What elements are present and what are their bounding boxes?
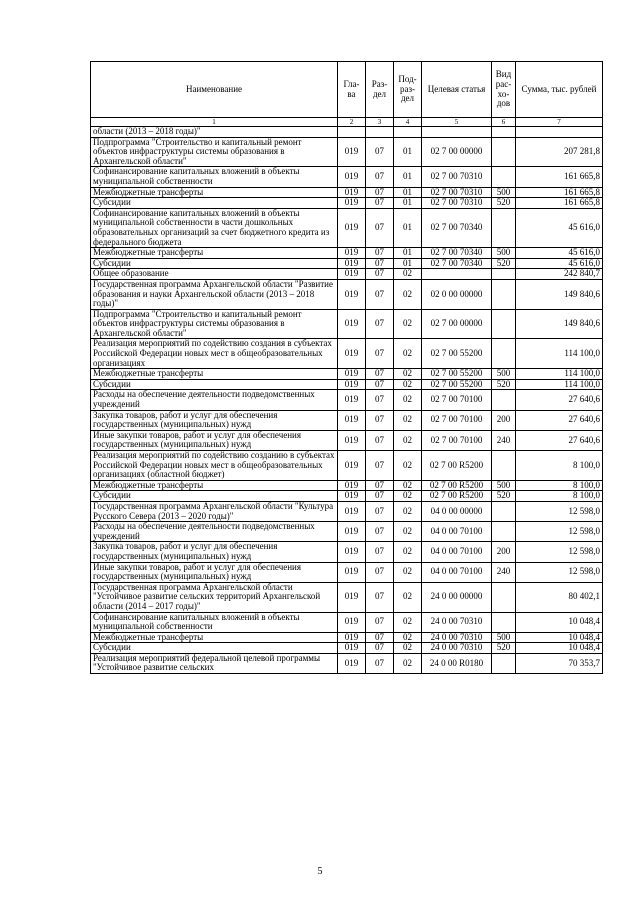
- cell-glava: 019: [338, 339, 366, 369]
- cell-target: 02 7 00 55200: [422, 339, 492, 369]
- cell-vid: 200: [492, 410, 516, 430]
- cell-vid: [492, 522, 516, 542]
- cell-glava: 019: [338, 258, 366, 269]
- table-body: [91, 127, 603, 674]
- cell-podrazdel: 02: [394, 491, 422, 502]
- table-row: [91, 501, 603, 521]
- cell-sum: 27 640,6: [516, 410, 603, 430]
- table-row: [91, 198, 603, 209]
- cell-name: Софинансирование капитальных вложений в объекты муниципальной собственности: [91, 167, 338, 187]
- cell-vid: [492, 127, 516, 138]
- table-row: [91, 410, 603, 430]
- cell-name: Софинансирование капитальных вложений в объекты муниципальной собственности: [91, 612, 338, 632]
- header-podrazdel: Под-раз-дел: [394, 62, 422, 118]
- cell-razdel: 07: [366, 430, 394, 450]
- cell-target: 04 0 00 70100: [422, 522, 492, 542]
- cell-podrazdel: 02: [394, 309, 422, 339]
- cell-target: 02 7 00 70340: [422, 248, 492, 259]
- cell-glava: 019: [338, 309, 366, 339]
- cell-razdel: 07: [366, 410, 394, 430]
- cell-sum: 114 100,0: [516, 379, 603, 390]
- column-number: 1: [91, 118, 338, 127]
- cell-name: Закупка товаров, работ и услуг для обеспечения государственных (муниципальных) нужд: [91, 542, 338, 562]
- cell-glava: 019: [338, 379, 366, 390]
- cell-glava: 019: [338, 451, 366, 481]
- cell-target: 02 7 00 70100: [422, 430, 492, 450]
- cell-sum: 10 048,4: [516, 643, 603, 654]
- cell-name: Иные закупки товаров, работ и услуг для обеспечения государственных (муниципальных) нужд: [91, 430, 338, 450]
- cell-podrazdel: 02: [394, 643, 422, 654]
- cell-vid: 500: [492, 187, 516, 198]
- cell-podrazdel: 02: [394, 410, 422, 430]
- table-row: [91, 127, 603, 138]
- cell-glava: 019: [338, 522, 366, 542]
- cell-razdel: 07: [366, 451, 394, 481]
- cell-razdel: 07: [366, 643, 394, 654]
- cell-sum: 161 665,8: [516, 198, 603, 209]
- column-number: 6: [492, 118, 516, 127]
- cell-sum: 8 100,0: [516, 451, 603, 481]
- cell-glava: 019: [338, 562, 366, 582]
- cell-name: Государственная программа Архангельской области "Устойчивое развитие сельских территорий Архангельской области (2014 – 2017 годы)": [91, 582, 338, 612]
- cell-sum: 10 048,4: [516, 612, 603, 632]
- cell-vid: 520: [492, 643, 516, 654]
- cell-sum: 242 840,7: [516, 269, 603, 280]
- table-row: [91, 643, 603, 654]
- cell-target: 02 7 00 70310: [422, 187, 492, 198]
- table-row: [91, 379, 603, 390]
- cell-sum: 161 665,8: [516, 167, 603, 187]
- cell-glava: 019: [338, 279, 366, 309]
- cell-podrazdel: 01: [394, 248, 422, 259]
- cell-target: 02 7 00 00000: [422, 309, 492, 339]
- cell-razdel: 07: [366, 248, 394, 259]
- cell-glava: 019: [338, 491, 366, 502]
- cell-podrazdel: 02: [394, 451, 422, 481]
- cell-target: 24 0 00 00000: [422, 582, 492, 612]
- table-row: [91, 258, 603, 269]
- cell-razdel: 07: [366, 309, 394, 339]
- table-row: [91, 269, 603, 280]
- cell-vid: 240: [492, 430, 516, 450]
- table-row: [91, 430, 603, 450]
- cell-vid: 500: [492, 248, 516, 259]
- cell-vid: 520: [492, 491, 516, 502]
- cell-podrazdel: 01: [394, 167, 422, 187]
- cell-target: 02 7 00 55200: [422, 379, 492, 390]
- cell-razdel: 07: [366, 137, 394, 167]
- header-razdel: Раз-дел: [366, 62, 394, 118]
- cell-target: 24 0 00 70310: [422, 612, 492, 632]
- cell-podrazdel: 01: [394, 258, 422, 269]
- cell-podrazdel: 02: [394, 379, 422, 390]
- cell-sum: 8 100,0: [516, 491, 603, 502]
- cell-sum: 12 598,0: [516, 562, 603, 582]
- cell-sum: 149 840,6: [516, 279, 603, 309]
- cell-vid: 520: [492, 379, 516, 390]
- page-number: 5: [317, 866, 323, 877]
- cell-name: области (2013 – 2018 годы)": [91, 127, 338, 138]
- cell-glava: 019: [338, 480, 366, 491]
- cell-sum: [516, 127, 603, 138]
- cell-target: 02 7 00 R5200: [422, 480, 492, 491]
- cell-vid: 200: [492, 542, 516, 562]
- header-sum: Сумма, тыс. рублей: [516, 62, 603, 118]
- cell-name: Софинансирование капитальных вложений в объекты муниципальной собственности в части дошкольных образовательных организаций за счет бюджетного кредита из федерального бюджета: [91, 208, 338, 247]
- table-row: [91, 582, 603, 612]
- header-name: Наименование: [91, 62, 338, 118]
- cell-target: 02 7 00 00000: [422, 137, 492, 167]
- cell-name: Государственная программа Архангельской области "Культура Русского Севера (2013 – 2020 годы)": [91, 501, 338, 521]
- cell-sum: 12 598,0: [516, 522, 603, 542]
- cell-razdel: 07: [366, 269, 394, 280]
- cell-podrazdel: 01: [394, 208, 422, 247]
- cell-razdel: 07: [366, 612, 394, 632]
- cell-target: 02 7 00 70340: [422, 258, 492, 269]
- cell-name: Субсидии: [91, 258, 338, 269]
- cell-name: Реализация мероприятий по содействию созданию в субъектах Российской Федерации новых мест в общеобразовательных организациях (областной бюджет): [91, 451, 338, 481]
- cell-target: 24 0 00 70310: [422, 632, 492, 643]
- cell-glava: [338, 127, 366, 138]
- cell-target: [422, 269, 492, 280]
- cell-razdel: [366, 127, 394, 138]
- cell-razdel: 07: [366, 501, 394, 521]
- cell-podrazdel: 02: [394, 279, 422, 309]
- cell-razdel: 07: [366, 491, 394, 502]
- cell-vid: [492, 451, 516, 481]
- table-row: [91, 279, 603, 309]
- cell-podrazdel: 02: [394, 480, 422, 491]
- cell-podrazdel: 02: [394, 582, 422, 612]
- table-row: [91, 612, 603, 632]
- cell-glava: 019: [338, 501, 366, 521]
- table-row: [91, 390, 603, 410]
- table-row: [91, 187, 603, 198]
- table-row: [91, 653, 603, 673]
- cell-sum: 161 665,8: [516, 187, 603, 198]
- cell-vid: [492, 653, 516, 673]
- cell-vid: 500: [492, 480, 516, 491]
- cell-name: Расходы на обеспечение деятельности подведомственных учреждений: [91, 390, 338, 410]
- cell-razdel: 07: [366, 369, 394, 380]
- table-row: [91, 369, 603, 380]
- cell-glava: 019: [338, 390, 366, 410]
- column-number: 7: [516, 118, 603, 127]
- cell-razdel: 07: [366, 522, 394, 542]
- cell-name: Субсидии: [91, 643, 338, 654]
- cell-name: Закупка товаров, работ и услуг для обеспечения государственных (муниципальных) нужд: [91, 410, 338, 430]
- cell-vid: 520: [492, 198, 516, 209]
- cell-target: 02 7 00 70310: [422, 167, 492, 187]
- cell-razdel: 07: [366, 279, 394, 309]
- cell-target: 24 0 00 70310: [422, 643, 492, 654]
- cell-razdel: 07: [366, 198, 394, 209]
- cell-sum: 70 353,7: [516, 653, 603, 673]
- cell-sum: 27 640,6: [516, 390, 603, 410]
- cell-name: Подпрограмма "Строительство и капитальный ремонт объектов инфраструктуры системы образования в Архангельской области": [91, 309, 338, 339]
- cell-name: Подпрограмма "Строительство и капитальный ремонт объектов инфраструктуры системы образования в Архангельской области": [91, 137, 338, 167]
- cell-sum: 149 840,6: [516, 309, 603, 339]
- cell-vid: 500: [492, 369, 516, 380]
- header-glava: Гла-ва: [338, 62, 366, 118]
- table-row: [91, 451, 603, 481]
- table-row: [91, 491, 603, 502]
- cell-razdel: 07: [366, 632, 394, 643]
- cell-vid: [492, 612, 516, 632]
- cell-vid: [492, 279, 516, 309]
- cell-glava: 019: [338, 410, 366, 430]
- cell-glava: 019: [338, 187, 366, 198]
- cell-vid: [492, 390, 516, 410]
- cell-name: Межбюджетные трансферты: [91, 187, 338, 198]
- cell-target: 02 7 00 R5200: [422, 491, 492, 502]
- cell-glava: 019: [338, 269, 366, 280]
- cell-razdel: 07: [366, 542, 394, 562]
- cell-podrazdel: 02: [394, 562, 422, 582]
- table-row: [91, 542, 603, 562]
- table-row: [91, 339, 603, 369]
- cell-sum: 12 598,0: [516, 542, 603, 562]
- cell-glava: 019: [338, 369, 366, 380]
- cell-podrazdel: 01: [394, 198, 422, 209]
- cell-sum: 80 402,1: [516, 582, 603, 612]
- cell-vid: [492, 269, 516, 280]
- table-row: [91, 309, 603, 339]
- column-number: 3: [366, 118, 394, 127]
- cell-sum: 114 100,0: [516, 369, 603, 380]
- cell-name: Иные закупки товаров, работ и услуг для обеспечения государственных (муниципальных) нужд: [91, 562, 338, 582]
- cell-target: 02 7 00 70100: [422, 390, 492, 410]
- cell-razdel: 07: [366, 390, 394, 410]
- cell-name: Государственная программа Архангельской области "Развитие образования и науки Архангельской области (2013 – 2018 годы)": [91, 279, 338, 309]
- cell-sum: 8 100,0: [516, 480, 603, 491]
- cell-razdel: 07: [366, 258, 394, 269]
- cell-name: Межбюджетные трансферты: [91, 248, 338, 259]
- cell-target: 02 7 00 R5200: [422, 451, 492, 481]
- cell-vid: [492, 582, 516, 612]
- cell-podrazdel: 02: [394, 632, 422, 643]
- cell-podrazdel: 02: [394, 653, 422, 673]
- cell-target: [422, 127, 492, 138]
- cell-name: Расходы на обеспечение деятельности подведомственных учреждений: [91, 522, 338, 542]
- cell-vid: [492, 167, 516, 187]
- cell-razdel: 07: [366, 582, 394, 612]
- cell-name: Субсидии: [91, 198, 338, 209]
- cell-glava: 019: [338, 653, 366, 673]
- cell-glava: 019: [338, 542, 366, 562]
- cell-razdel: 07: [366, 562, 394, 582]
- cell-glava: 019: [338, 137, 366, 167]
- cell-podrazdel: 01: [394, 137, 422, 167]
- cell-name: Межбюджетные трансферты: [91, 369, 338, 380]
- cell-podrazdel: 02: [394, 339, 422, 369]
- cell-glava: 019: [338, 248, 366, 259]
- cell-name: Субсидии: [91, 491, 338, 502]
- cell-vid: [492, 501, 516, 521]
- cell-target: 02 7 00 70310: [422, 198, 492, 209]
- cell-razdel: 07: [366, 167, 394, 187]
- cell-target: 04 0 00 00000: [422, 501, 492, 521]
- table-row: [91, 522, 603, 542]
- cell-razdel: 07: [366, 653, 394, 673]
- table-header: [91, 62, 603, 127]
- cell-name: Межбюджетные трансферты: [91, 480, 338, 491]
- cell-target: 24 0 00 R0180: [422, 653, 492, 673]
- cell-podrazdel: 01: [394, 187, 422, 198]
- cell-razdel: 07: [366, 339, 394, 369]
- cell-glava: 019: [338, 632, 366, 643]
- cell-razdel: 07: [366, 208, 394, 247]
- cell-target: 02 7 00 55200: [422, 369, 492, 380]
- cell-sum: 207 281,8: [516, 137, 603, 167]
- cell-sum: 45 616,0: [516, 208, 603, 247]
- cell-podrazdel: 02: [394, 522, 422, 542]
- cell-podrazdel: 02: [394, 542, 422, 562]
- table-row: [91, 248, 603, 259]
- cell-target: 02 0 00 00000: [422, 279, 492, 309]
- cell-target: 02 7 00 70340: [422, 208, 492, 247]
- header-target: Целевая статья: [422, 62, 492, 118]
- cell-sum: 27 640,6: [516, 430, 603, 450]
- cell-sum: 12 598,0: [516, 501, 603, 521]
- cell-glava: 019: [338, 582, 366, 612]
- cell-vid: 520: [492, 258, 516, 269]
- budget-table: [90, 61, 603, 674]
- column-number: 5: [422, 118, 492, 127]
- cell-glava: 019: [338, 208, 366, 247]
- table-row: [91, 632, 603, 643]
- table-row: [91, 208, 603, 247]
- column-number: 2: [338, 118, 366, 127]
- table-row: [91, 480, 603, 491]
- cell-podrazdel: [394, 127, 422, 138]
- cell-podrazdel: 02: [394, 612, 422, 632]
- table-row: [91, 167, 603, 187]
- cell-razdel: 07: [366, 379, 394, 390]
- cell-target: 02 7 00 70100: [422, 410, 492, 430]
- cell-name: Общее образование: [91, 269, 338, 280]
- cell-name: Субсидии: [91, 379, 338, 390]
- cell-vid: 240: [492, 562, 516, 582]
- cell-vid: 500: [492, 632, 516, 643]
- cell-target: 04 0 00 70100: [422, 542, 492, 562]
- cell-podrazdel: 02: [394, 369, 422, 380]
- cell-glava: 019: [338, 167, 366, 187]
- cell-podrazdel: 02: [394, 430, 422, 450]
- cell-podrazdel: 02: [394, 390, 422, 410]
- cell-vid: [492, 339, 516, 369]
- cell-vid: [492, 309, 516, 339]
- cell-glava: 019: [338, 643, 366, 654]
- cell-sum: 45 616,0: [516, 258, 603, 269]
- cell-podrazdel: 02: [394, 269, 422, 280]
- table-row: [91, 562, 603, 582]
- table-row: [91, 137, 603, 167]
- cell-podrazdel: 02: [394, 501, 422, 521]
- cell-name: Реализация мероприятий федеральной целевой программы "Устойчивое развитие сельских: [91, 653, 338, 673]
- cell-glava: 019: [338, 612, 366, 632]
- column-number: 4: [394, 118, 422, 127]
- cell-vid: [492, 208, 516, 247]
- cell-target: 04 0 00 70100: [422, 562, 492, 582]
- cell-sum: 114 100,0: [516, 339, 603, 369]
- cell-name: Межбюджетные трансферты: [91, 632, 338, 643]
- cell-razdel: 07: [366, 480, 394, 491]
- cell-glava: 019: [338, 430, 366, 450]
- cell-sum: 45 616,0: [516, 248, 603, 259]
- cell-razdel: 07: [366, 187, 394, 198]
- cell-sum: 10 048,4: [516, 632, 603, 643]
- cell-vid: [492, 137, 516, 167]
- cell-name: Реализация мероприятий по содействию создания в субъектах Российской Федерации новых мест в общеобразовательных организациях: [91, 339, 338, 369]
- header-vid: Вид рас-хо-дов: [492, 62, 516, 118]
- cell-glava: 019: [338, 198, 366, 209]
